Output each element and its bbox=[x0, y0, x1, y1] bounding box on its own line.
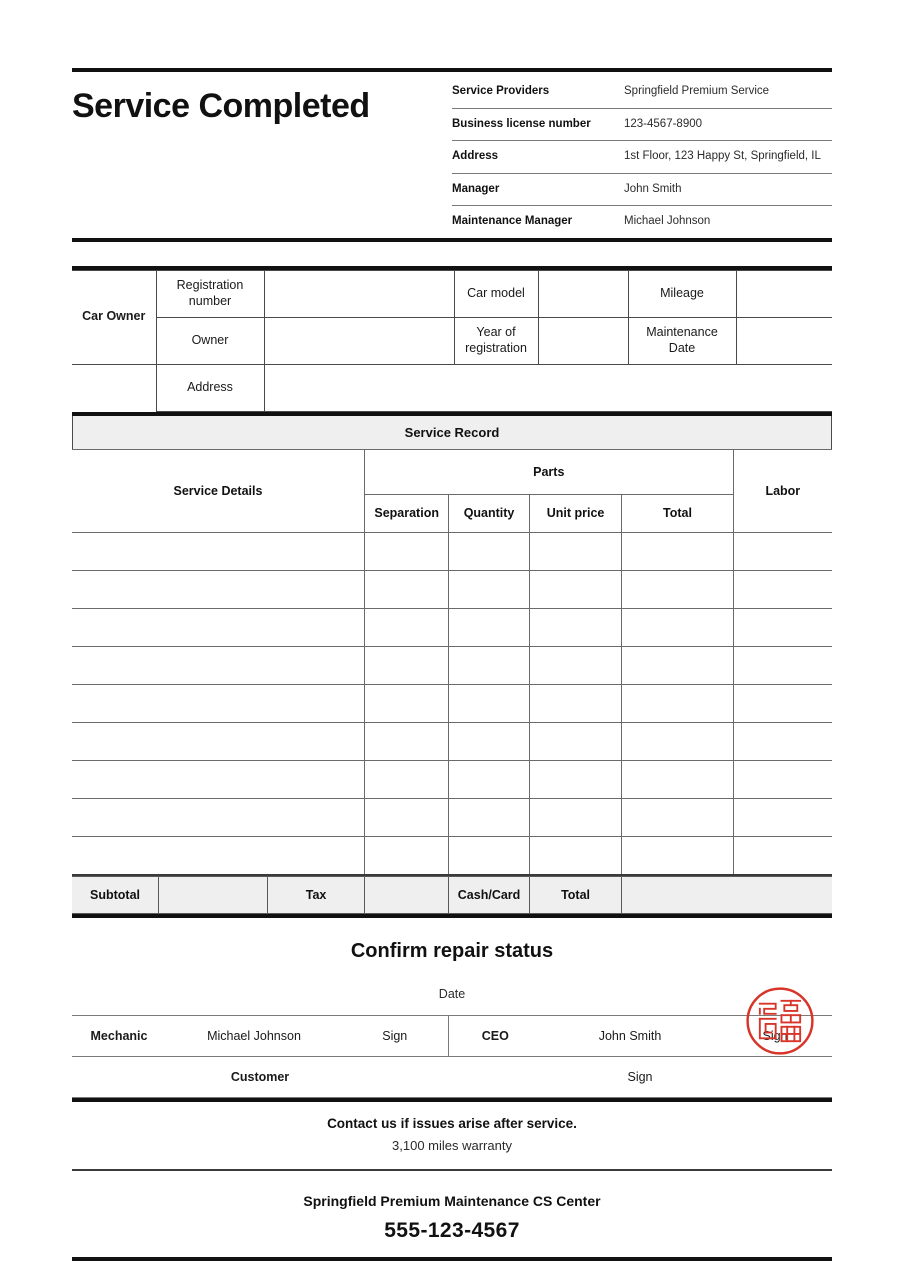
provider-info-table bbox=[452, 76, 832, 238]
owner-spacer-cell bbox=[72, 364, 156, 411]
label-car-model: Car model bbox=[454, 270, 538, 317]
date-label: Date bbox=[438, 986, 466, 1001]
cell-quantity[interactable] bbox=[449, 760, 529, 798]
info-key-service-providers: Service Providers bbox=[452, 76, 624, 108]
cell-total[interactable] bbox=[622, 836, 733, 874]
cell-service-details[interactable] bbox=[72, 798, 364, 836]
cell-labor[interactable] bbox=[733, 798, 832, 836]
info-value-service-providers: Springfield Premium Service bbox=[624, 76, 832, 108]
cell-quantity[interactable] bbox=[449, 684, 529, 722]
table-row bbox=[452, 173, 832, 206]
cell-total[interactable] bbox=[622, 570, 733, 608]
cell-separation[interactable] bbox=[364, 684, 448, 722]
cell-separation[interactable] bbox=[364, 836, 448, 874]
info-value-address: 1st Floor, 123 Happy St, Springfield, IL bbox=[624, 141, 832, 174]
cell-service-details[interactable] bbox=[72, 608, 364, 646]
cell-total[interactable] bbox=[622, 760, 733, 798]
cell-separation[interactable] bbox=[364, 798, 448, 836]
footer-company-name: Springfield Premium Maintenance CS Center bbox=[303, 1192, 601, 1209]
cell-quantity[interactable] bbox=[449, 646, 529, 684]
cell-service-details[interactable] bbox=[72, 570, 364, 608]
footer-contact-block bbox=[72, 1102, 832, 1169]
info-value-maintenance-manager: Michael Johnson bbox=[624, 215, 711, 228]
cell-quantity[interactable] bbox=[449, 722, 529, 760]
table-row bbox=[72, 570, 832, 608]
table-row bbox=[452, 206, 832, 238]
cell-service-details[interactable] bbox=[72, 646, 364, 684]
cell-quantity[interactable] bbox=[449, 836, 529, 874]
cell-unit-price[interactable] bbox=[529, 532, 622, 570]
cell-labor[interactable] bbox=[733, 722, 832, 760]
document-sheet bbox=[72, 68, 832, 1261]
label-registration-number: Registration number bbox=[156, 270, 264, 317]
cell-labor[interactable] bbox=[733, 570, 832, 608]
footer-phone-number: 555-123-4567 bbox=[384, 1218, 520, 1242]
column-header-labor: Labor bbox=[733, 449, 832, 532]
label-subtotal: Subtotal bbox=[72, 876, 159, 913]
label-year-of-registration: Year of registration bbox=[454, 317, 538, 364]
label-mechanic: Mechanic bbox=[72, 1015, 166, 1056]
provider-info-column bbox=[452, 72, 832, 238]
cell-separation[interactable] bbox=[364, 722, 448, 760]
cell-service-details[interactable] bbox=[72, 722, 364, 760]
table-row bbox=[72, 646, 832, 684]
cell-quantity[interactable] bbox=[449, 798, 529, 836]
table-row bbox=[452, 108, 832, 141]
column-header-total: Total bbox=[622, 494, 733, 532]
service-record-band-title: Service Record bbox=[72, 416, 832, 449]
field-mileage[interactable] bbox=[736, 270, 832, 317]
value-mechanic-name: Michael Johnson bbox=[166, 1015, 342, 1056]
value-ceo-name: John Smith bbox=[542, 1015, 718, 1056]
cell-separation[interactable] bbox=[364, 608, 448, 646]
field-owner[interactable] bbox=[264, 317, 454, 364]
cell-service-details[interactable] bbox=[72, 532, 364, 570]
cell-total[interactable] bbox=[622, 722, 733, 760]
field-year-of-registration[interactable] bbox=[538, 317, 628, 364]
bottom-border-rule bbox=[72, 1257, 832, 1261]
cell-unit-price[interactable] bbox=[529, 684, 622, 722]
table-row bbox=[72, 317, 832, 364]
car-owner-table bbox=[72, 270, 832, 412]
label-maintenance-date: Maintenance Date bbox=[628, 317, 736, 364]
info-key-business-license: Business license number bbox=[452, 108, 624, 141]
cell-labor[interactable] bbox=[733, 532, 832, 570]
cell-labor[interactable] bbox=[733, 608, 832, 646]
table-row bbox=[452, 141, 832, 174]
cell-labor[interactable] bbox=[733, 646, 832, 684]
cell-unit-price[interactable] bbox=[529, 798, 622, 836]
info-key-maintenance-manager: Maintenance Manager bbox=[452, 215, 573, 228]
column-header-quantity: Quantity bbox=[449, 494, 529, 532]
cell-total[interactable] bbox=[622, 646, 733, 684]
info-value-manager: John Smith bbox=[624, 173, 832, 206]
page-title: Service Completed bbox=[72, 87, 370, 125]
field-tax[interactable] bbox=[364, 876, 448, 913]
column-header-parts: Parts bbox=[364, 449, 733, 494]
totals-table bbox=[72, 876, 832, 914]
label-customer: Customer bbox=[72, 1056, 448, 1097]
service-record-body bbox=[72, 532, 832, 874]
cell-labor[interactable] bbox=[733, 760, 832, 798]
cell-total[interactable] bbox=[622, 798, 733, 836]
cell-unit-price[interactable] bbox=[529, 570, 622, 608]
header-band bbox=[72, 72, 832, 238]
field-owner-address[interactable] bbox=[264, 364, 832, 411]
field-maintenance-date[interactable] bbox=[736, 317, 832, 364]
field-total[interactable] bbox=[622, 876, 832, 913]
cell-quantity[interactable] bbox=[449, 570, 529, 608]
cell-total[interactable] bbox=[622, 684, 733, 722]
table-row bbox=[72, 1056, 832, 1097]
label-total: Total bbox=[529, 876, 622, 913]
cell-unit-price[interactable] bbox=[529, 722, 622, 760]
label-ceo: CEO bbox=[448, 1015, 542, 1056]
table-row bbox=[72, 608, 832, 646]
spacer-after-header bbox=[72, 242, 832, 266]
cell-unit-price[interactable] bbox=[529, 836, 622, 874]
info-value-business-license: 123-4567-8900 bbox=[624, 108, 832, 141]
label-owner-address: Address bbox=[156, 364, 264, 411]
table-row bbox=[72, 270, 832, 317]
cell-unit-price[interactable] bbox=[529, 760, 622, 798]
cell-total[interactable] bbox=[622, 608, 733, 646]
label-owner: Owner bbox=[156, 317, 264, 364]
cell-unit-price[interactable] bbox=[529, 646, 622, 684]
cell-separation[interactable] bbox=[364, 760, 448, 798]
car-owner-section-label: Car Owner bbox=[72, 270, 156, 364]
title-column bbox=[72, 72, 452, 125]
table-row bbox=[72, 798, 832, 836]
column-header-service-details: Service Details bbox=[72, 449, 364, 532]
table-row bbox=[72, 364, 832, 411]
cell-unit-price[interactable] bbox=[529, 608, 622, 646]
table-row bbox=[72, 760, 832, 798]
field-subtotal[interactable] bbox=[159, 876, 268, 913]
cell-service-details[interactable] bbox=[72, 760, 364, 798]
cell-service-details[interactable] bbox=[72, 836, 364, 874]
cell-labor[interactable] bbox=[733, 836, 832, 874]
label-tax: Tax bbox=[268, 876, 365, 913]
cell-quantity[interactable] bbox=[449, 532, 529, 570]
service-record-table bbox=[72, 449, 832, 874]
footer-warranty: 3,100 miles warranty bbox=[392, 1137, 512, 1153]
cell-separation[interactable] bbox=[364, 570, 448, 608]
mechanic-sign-field[interactable]: Sign bbox=[342, 1015, 448, 1056]
cell-quantity[interactable] bbox=[449, 608, 529, 646]
table-row bbox=[72, 532, 832, 570]
confirm-section-title: Confirm repair status bbox=[350, 939, 554, 962]
customer-sign-field[interactable]: Sign bbox=[448, 1056, 832, 1097]
footer-contact-notice: Contact us if issues arise after service. bbox=[327, 1115, 577, 1131]
table-header-row bbox=[72, 449, 832, 494]
table-row bbox=[72, 836, 832, 874]
table-row bbox=[72, 684, 832, 722]
table-row bbox=[72, 876, 832, 913]
cell-labor[interactable] bbox=[733, 684, 832, 722]
cell-separation[interactable] bbox=[364, 532, 448, 570]
table-row bbox=[452, 76, 832, 108]
field-car-model[interactable] bbox=[538, 270, 628, 317]
table-row bbox=[72, 722, 832, 760]
signature-table bbox=[72, 1015, 832, 1098]
ceo-sign-field[interactable]: Sign bbox=[718, 1015, 832, 1056]
table-row bbox=[72, 1015, 832, 1056]
cell-service-details[interactable] bbox=[72, 684, 364, 722]
cell-total[interactable] bbox=[622, 532, 733, 570]
footer-company-block bbox=[72, 1171, 832, 1257]
cell-separation[interactable] bbox=[364, 646, 448, 684]
info-key-manager: Manager bbox=[452, 173, 624, 206]
field-registration-number[interactable] bbox=[264, 270, 454, 317]
label-cash-card: Cash/Card bbox=[449, 876, 529, 913]
info-key-address: Address bbox=[452, 141, 624, 174]
totals-bottom-rule bbox=[72, 914, 832, 918]
column-header-unit-price: Unit price bbox=[529, 494, 622, 532]
column-header-separation: Separation bbox=[364, 494, 448, 532]
label-mileage: Mileage bbox=[628, 270, 736, 317]
